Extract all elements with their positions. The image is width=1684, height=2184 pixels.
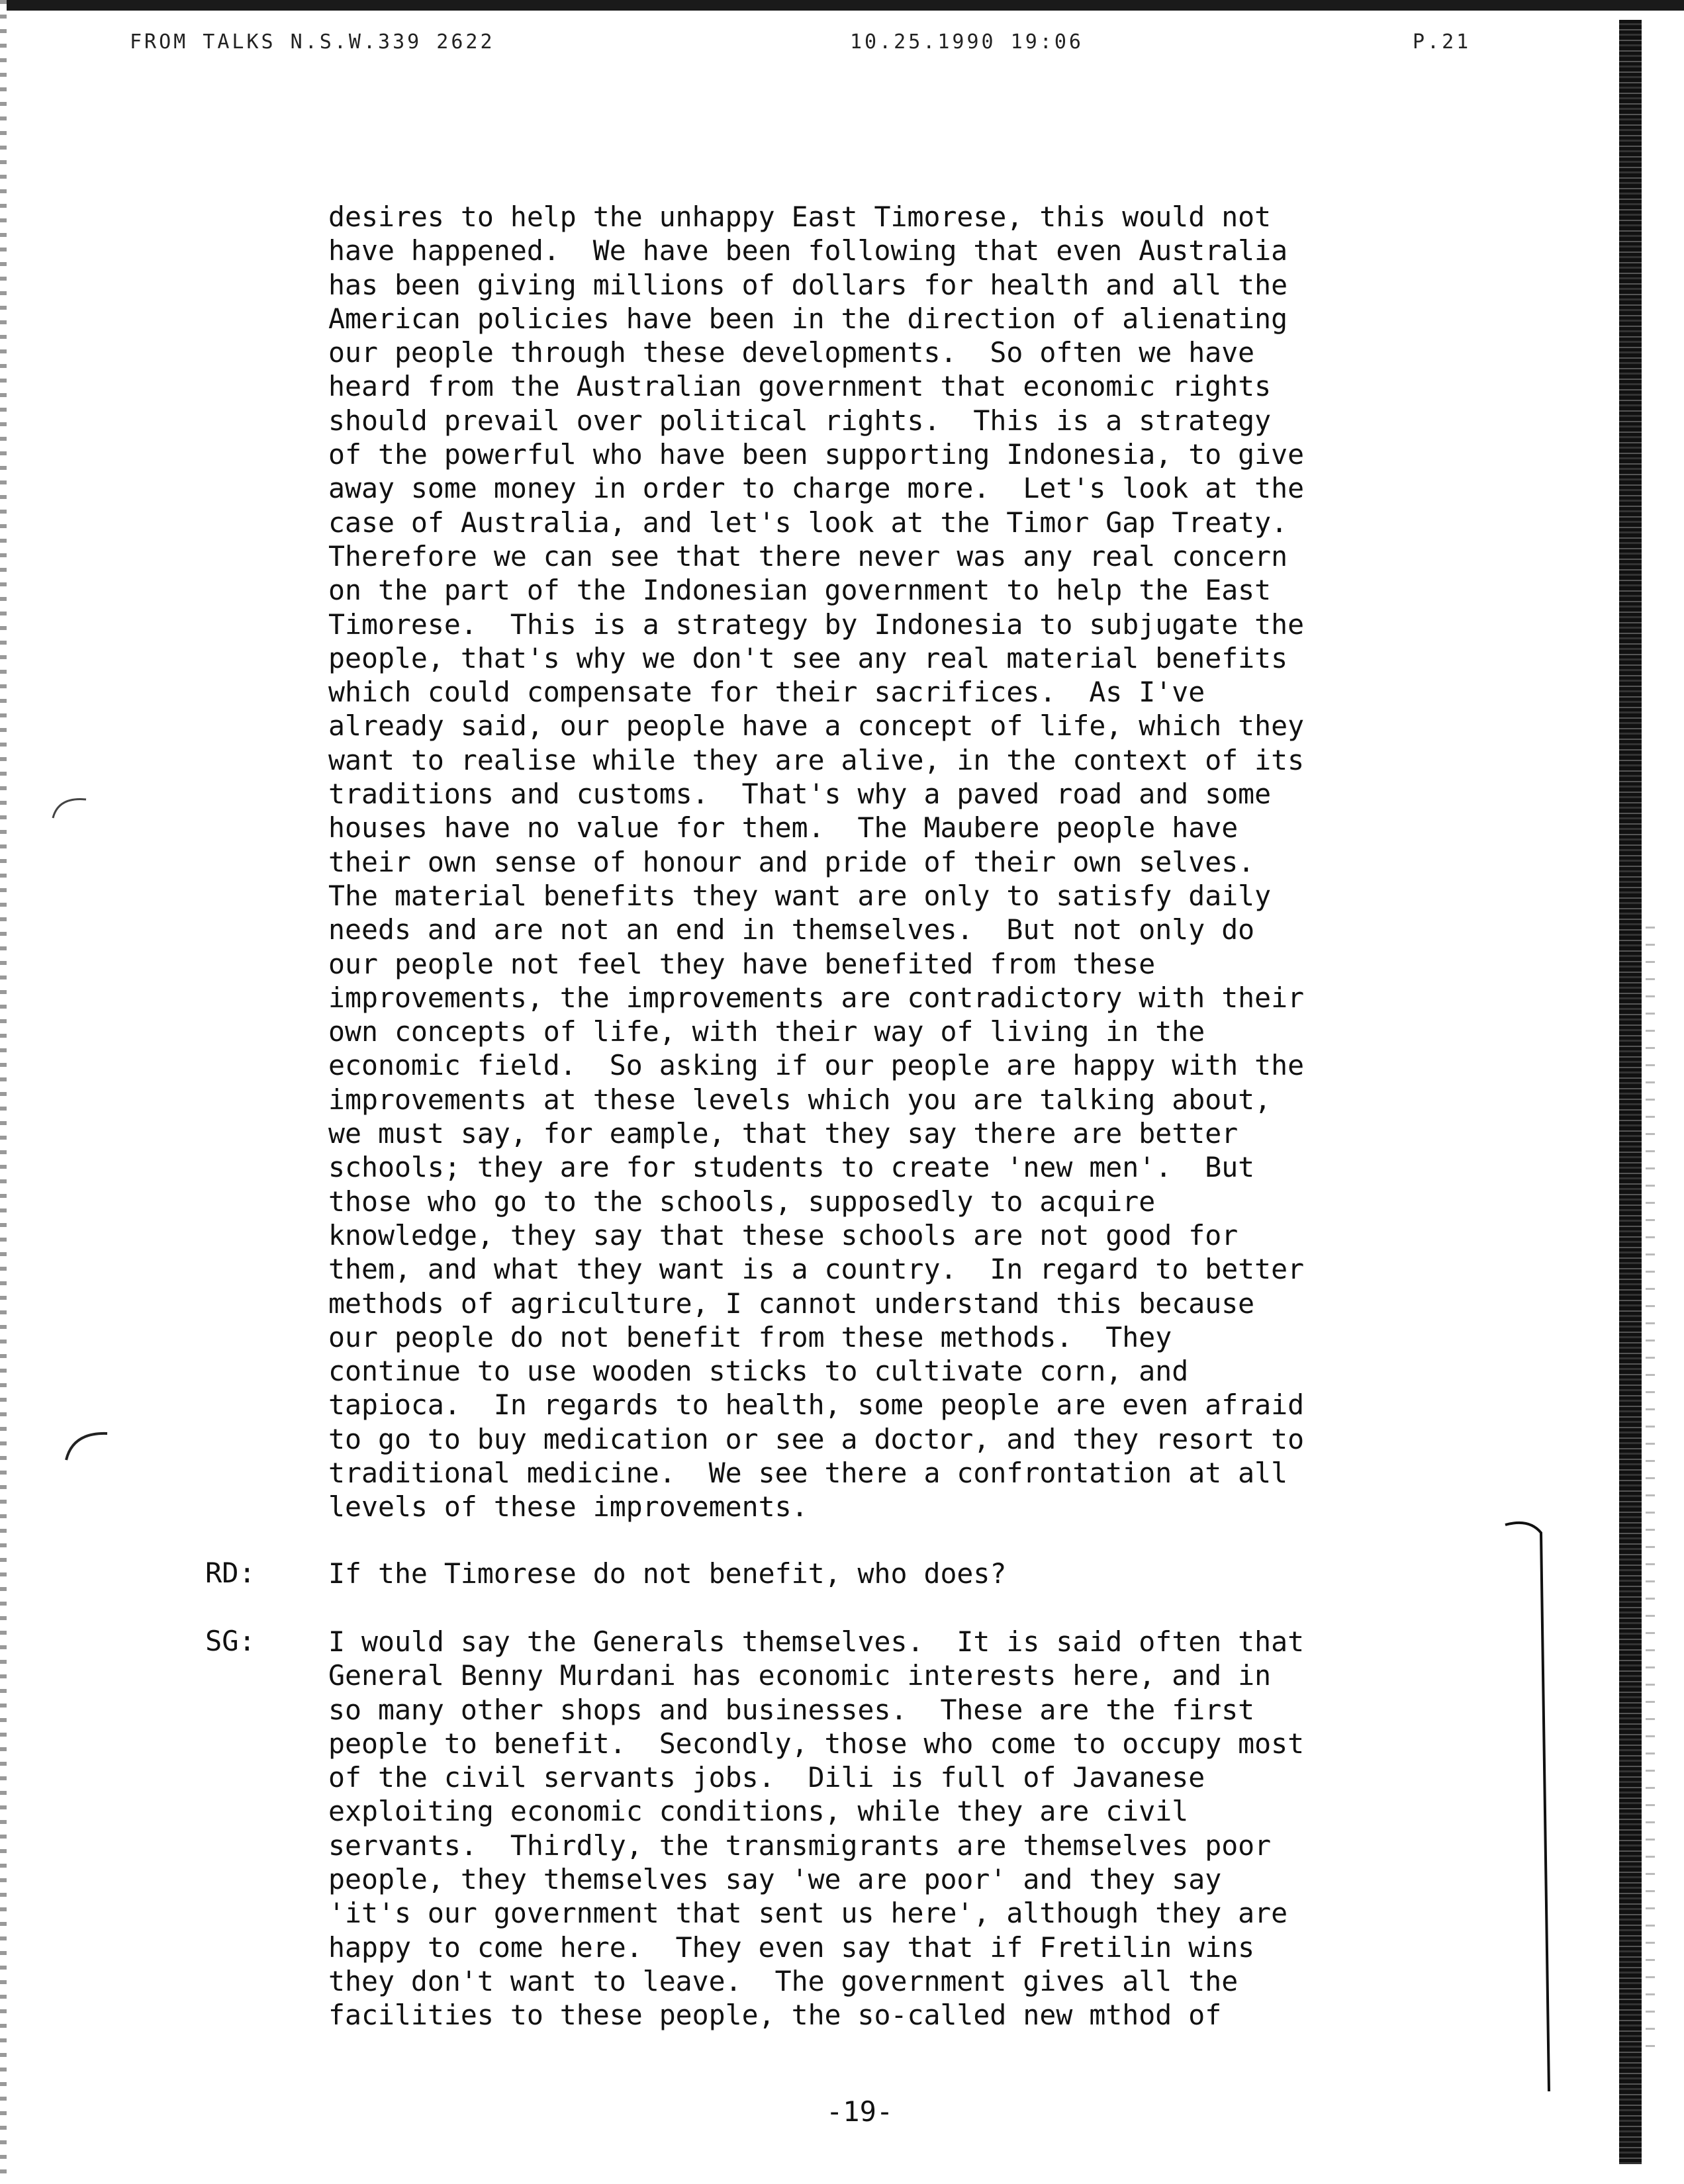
speaker-label-sg: SG: xyxy=(205,1625,256,1657)
scan-left-edge xyxy=(0,0,7,2184)
fax-header-datetime: 10.25.1990 19:06 xyxy=(850,30,1084,54)
scan-right-edge xyxy=(1619,20,1642,2164)
question-text: If the Timorese do not benefit, who does? xyxy=(328,1557,1007,1590)
intro-paragraph: desires to help the unhappy East Timorese, this would not have happened. We have been following that even Australia has been giving millions of dollars for health and all the American policies have been in the direction of alienating our people through these developments. So often we have heard from the Australian government that economic rights should prevail over political rights. This is a strategy of the powerful who have been supporting Indonesia, to give away some money in order to charge more. Let's look at the case of Australia, and let's look at the Timor Gap Treaty. Therefore we can see that there never was any real concern on the part of the Indonesian government to help the East Timorese. This is a strategy by Indonesia to subjugate the people, that's why we don't see any real material benefits which could compensate for their sacrifices. As I've already said, our people have a concept of life, which they want to realise while they are alive, in the context of its traditions and customs. That's why a paved road and some houses have no value for them. The Maubere people have their own sense of honour and pride of their own selves. The material benefits they want are only to satisfy daily needs and are not an end in themselves. But not only do our people not feel they have benefited from these improvements, the improvements are contradictory with their own concepts of life, with their way of living in the economic field. So asking if our people are happy with the improvements at these levels which you are talking about, we must say, for eample, that they say there are better schools; they are for students to create 'new men'. But those who go to the schools, supposedly to acquire knowledge, they say that these schools are not good for them, and what they want is a country. In regard to better methods of agriculture, I cannot understand this because our people do not benefit from these methods. They continue to use wooden sticks to cultivate corn, and tapioca. In regards to health, some people are even afraid to go to buy medication or see a doctor, and they resort to traditional medicine. We see there a confrontation at all levels of these improvements. xyxy=(328,201,1305,1524)
scan-right-specks xyxy=(1646,927,1655,2052)
answer-text: I would say the Generals themselves. It is said often that General Benny Murdani has economic interests here, and in so many other shops and businesses. These are the first people to benefit. Secondly, those who come to occupy most of the civil servants jobs. Dili is full of Javanese exploiting economic conditions, while they are civil servants. Thirdly, the transmigrants are themselves poor people, they themselves say 'we are poor' and they say 'it's our government that sent us here', although they are happy to come here. They even say that if Fretilin wins they don't want to leave. The government gives all the facilities to these people, the so-called new mthod of xyxy=(328,1625,1305,2032)
margin-tick-lower xyxy=(61,1427,120,1467)
scan-top-edge xyxy=(0,0,1684,11)
margin-bracket-mark xyxy=(1503,1516,1556,2098)
page-number: -19- xyxy=(826,2095,894,2128)
speaker-label-rd: RD: xyxy=(205,1557,256,1589)
fax-header-from: FROM TALKS N.S.W.339 2622 xyxy=(130,30,495,54)
margin-tick-upper xyxy=(46,792,99,825)
fax-header-page: P.21 xyxy=(1413,30,1472,54)
